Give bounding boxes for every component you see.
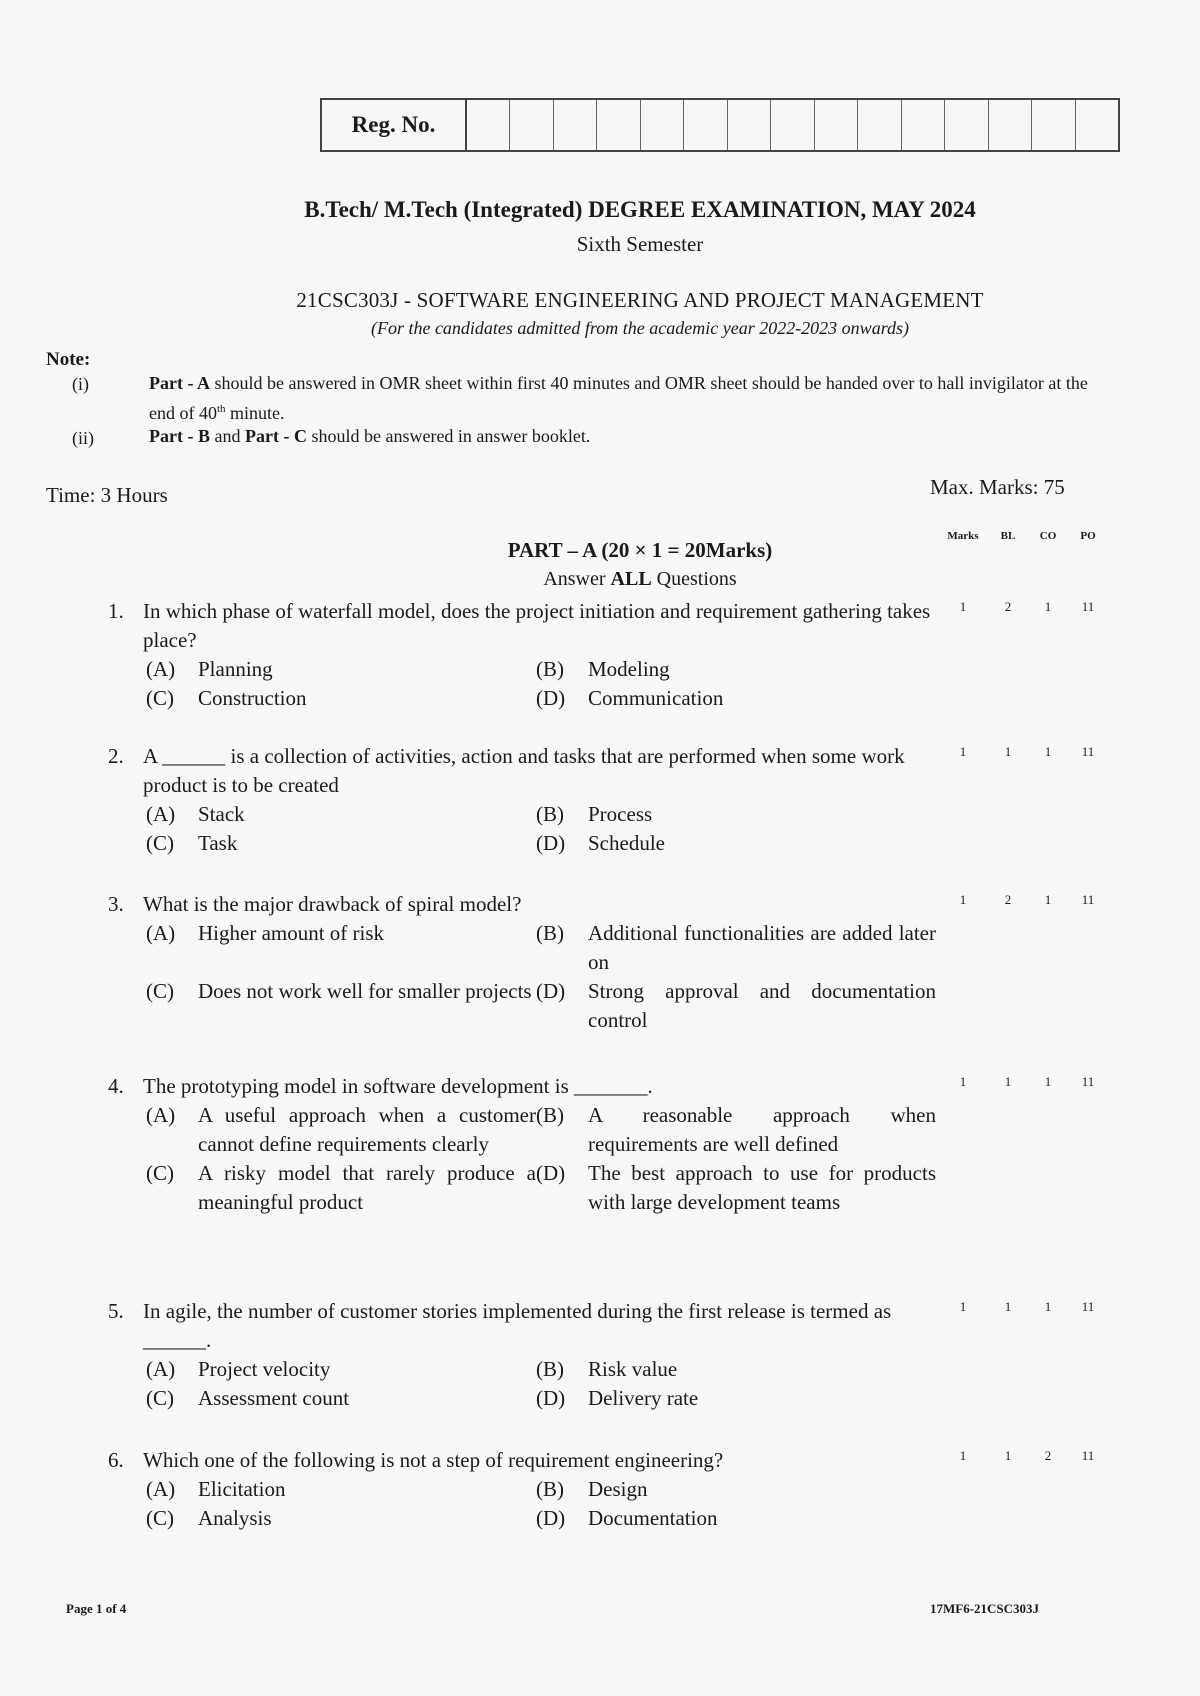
reg-no-box — [320, 98, 1120, 152]
meta-marks: 1 — [959, 744, 967, 759]
question-text: Which one of the following is not a step of requirement engineering? — [143, 1448, 724, 1472]
question-1 — [108, 597, 938, 713]
col-marks: Marks — [947, 530, 979, 542]
meta-marks: 1 — [959, 599, 967, 614]
option-letter: (C) — [146, 831, 174, 855]
option — [146, 977, 536, 1035]
meta-marks: 1 — [959, 1299, 967, 1314]
option-text: Elicitation — [198, 1477, 286, 1501]
reg-no-cell — [1032, 100, 1075, 150]
option — [536, 1355, 936, 1384]
question-text: In agile, the number of customer stories implemented during the first release is termed as ______. — [143, 1299, 892, 1352]
reg-no-cell — [945, 100, 988, 150]
meta-co: 2 — [1044, 1448, 1052, 1463]
option-text: Assessment count — [198, 1386, 350, 1410]
question-text: The prototyping model in software development is _______. — [143, 1074, 653, 1098]
options — [146, 1355, 938, 1413]
question-meta — [938, 1074, 1108, 1090]
note-item-1-tail: minute. — [225, 403, 285, 423]
instr-pre: Answer — [543, 568, 611, 590]
reg-no-cell — [989, 100, 1032, 150]
question-number: 4. — [108, 1074, 124, 1098]
note-item-1-sup: th — [216, 403, 226, 415]
option-letter: (C) — [146, 1161, 174, 1185]
option-letter: (D) — [536, 1506, 566, 1530]
paper-code: 17MF6-21CSC303J — [930, 1601, 1040, 1616]
option — [536, 1475, 936, 1504]
option-letter: (B) — [536, 1477, 564, 1501]
option-text: A reasonable approach when requirements are well defined — [588, 1103, 936, 1156]
option-letter: (A) — [146, 802, 176, 826]
time: Time: 3 Hours — [46, 483, 168, 507]
meta-po: 11 — [1081, 892, 1095, 907]
reg-no-label: Reg. No. — [322, 100, 467, 150]
option — [536, 1384, 936, 1413]
option-text: Schedule — [588, 831, 665, 855]
meta-bl: 1 — [1004, 1074, 1012, 1089]
option-letter: (D) — [536, 979, 566, 1003]
reg-no-cells — [467, 100, 1118, 150]
option-text: Higher amount of risk — [198, 921, 385, 945]
col-co: CO — [1039, 530, 1057, 542]
option-text: Task — [198, 831, 238, 855]
meta-co: 1 — [1044, 744, 1052, 759]
meta-marks: 1 — [959, 1448, 967, 1463]
option-text: Planning — [198, 657, 273, 681]
option-text: Construction — [198, 686, 307, 710]
note-item-2-text: should be answered in answer booklet. — [306, 426, 591, 446]
question-2 — [108, 742, 938, 858]
option-letter: (A) — [146, 657, 176, 681]
option-letter: (C) — [146, 1506, 174, 1530]
reg-no-cell — [1076, 100, 1118, 150]
options — [146, 919, 938, 1035]
meta-po: 11 — [1081, 1448, 1095, 1463]
question-3 — [108, 890, 938, 1035]
question-meta — [938, 744, 1108, 760]
note-label: Note: — [46, 349, 91, 370]
note-item-2-bold2: Part - C — [244, 426, 307, 446]
option-text: Does not work well for smaller projects — [198, 979, 532, 1003]
meta-co: 1 — [1044, 892, 1052, 907]
option — [146, 684, 536, 713]
exam-title: B.Tech/ M.Tech (Integrated) DEGREE EXAMINATION, MAY 2024 — [304, 197, 976, 222]
option — [146, 1504, 536, 1533]
option-letter: (C) — [146, 979, 174, 1003]
option — [146, 1159, 536, 1217]
reg-no-cell — [510, 100, 553, 150]
option — [536, 919, 936, 977]
option-letter: (C) — [146, 686, 174, 710]
option-text: Stack — [198, 802, 245, 826]
note-item-2 — [149, 423, 1109, 449]
option-text: Modeling — [588, 657, 670, 681]
option — [146, 919, 536, 977]
option — [146, 1475, 536, 1504]
option-text: Communication — [588, 686, 724, 710]
meta-co: 1 — [1044, 599, 1052, 614]
max-marks: Max. Marks: 75 — [930, 475, 1065, 499]
question-text: In which phase of waterfall model, does the project initiation and requirement gathering takes place? — [143, 599, 931, 652]
reg-no-cell — [771, 100, 814, 150]
question-meta — [938, 599, 1108, 615]
reg-no-cell — [728, 100, 771, 150]
option — [536, 1504, 936, 1533]
note-item-1 — [149, 370, 1109, 426]
course-title: 21CSC303J - SOFTWARE ENGINEERING AND PROJECT MANAGEMENT — [296, 288, 984, 312]
option-letter: (A) — [146, 921, 176, 945]
part-a-title: PART – A (20 × 1 = 20Marks) — [507, 538, 773, 562]
question-text: A ______ is a collection of activities, action and tasks that are performed when some work product is to be created — [143, 744, 905, 797]
option-letter: (A) — [146, 1103, 176, 1127]
option — [146, 1355, 536, 1384]
options — [146, 800, 938, 858]
note-num-1: (i) — [72, 374, 89, 394]
option-letter: (B) — [536, 921, 564, 945]
option-text: A risky model that rarely produce a meaningful product — [198, 1161, 536, 1214]
col-bl: BL — [1000, 530, 1016, 542]
option-text: Design — [588, 1477, 648, 1501]
reg-no-cell — [641, 100, 684, 150]
question-meta — [938, 1299, 1108, 1315]
reg-no-cell — [902, 100, 945, 150]
meta-marks: 1 — [959, 892, 967, 907]
meta-co: 1 — [1044, 1299, 1052, 1314]
option — [146, 800, 536, 829]
instr-post: Questions — [651, 568, 737, 590]
option — [536, 1101, 936, 1159]
question-number: 1. — [108, 599, 124, 623]
option-text: The best approach to use for products with large development teams — [588, 1161, 936, 1214]
part-a-instruction — [40, 568, 1200, 591]
question-5 — [108, 1297, 938, 1413]
option-text: Documentation — [588, 1506, 718, 1530]
option — [146, 1384, 536, 1413]
option-letter: (D) — [536, 1386, 566, 1410]
option-text: Project velocity — [198, 1357, 331, 1381]
semester: Sixth Semester — [576, 232, 704, 256]
reg-no-cell — [684, 100, 727, 150]
question-meta — [938, 892, 1108, 908]
question-number: 6. — [108, 1448, 124, 1472]
note-item-1-text: should be answered in OMR sheet within first 40 minutes and OMR sheet should be handed over to hall invigilator at the end of 40 — [149, 373, 1088, 423]
question-meta — [938, 1448, 1108, 1464]
option — [146, 1101, 536, 1159]
reg-no-cell — [815, 100, 858, 150]
question-number: 2. — [108, 744, 124, 768]
note-item-1-bold: Part - A — [149, 373, 210, 393]
meta-po: 11 — [1081, 744, 1095, 759]
option-letter: (B) — [536, 802, 564, 826]
instr-bold: ALL — [610, 568, 652, 590]
reg-no-cell — [858, 100, 901, 150]
option-text: Delivery rate — [588, 1386, 699, 1410]
question-text: What is the major drawback of spiral model? — [143, 892, 522, 916]
option — [536, 977, 936, 1035]
option-letter: (B) — [536, 1357, 564, 1381]
option-text: Analysis — [198, 1506, 272, 1530]
question-number: 5. — [108, 1299, 124, 1323]
question-number: 3. — [108, 892, 124, 916]
option-text: Additional functionalities are added later on — [588, 921, 936, 974]
option-letter: (D) — [536, 1161, 566, 1185]
meta-bl: 2 — [1004, 892, 1012, 907]
meta-co: 1 — [1044, 1074, 1052, 1089]
option-letter: (B) — [536, 657, 564, 681]
reg-no-cell — [554, 100, 597, 150]
option — [536, 655, 936, 684]
meta-po: 11 — [1081, 1299, 1095, 1314]
option-letter: (D) — [536, 831, 566, 855]
meta-bl: 1 — [1004, 1448, 1012, 1463]
note-item-2-bold: Part - B — [149, 426, 210, 446]
meta-po: 11 — [1081, 599, 1095, 614]
meta-bl: 2 — [1004, 599, 1012, 614]
option — [536, 1159, 936, 1217]
question-6 — [108, 1446, 938, 1533]
option-letter: (B) — [536, 1103, 564, 1127]
col-po: PO — [1080, 530, 1096, 542]
option-letter: (A) — [146, 1477, 176, 1501]
option-text: Risk value — [588, 1357, 678, 1381]
option-letter: (D) — [536, 686, 566, 710]
note-item-2-mid: and — [209, 426, 245, 446]
options — [146, 1475, 938, 1533]
meta-bl: 1 — [1004, 1299, 1012, 1314]
option-text: Process — [588, 802, 653, 826]
meta-bl: 1 — [1004, 744, 1012, 759]
reg-no-cell — [467, 100, 510, 150]
meta-marks: 1 — [959, 1074, 967, 1089]
reg-no-cell — [597, 100, 640, 150]
option — [146, 655, 536, 684]
option — [536, 800, 936, 829]
meta-po: 11 — [1081, 1074, 1095, 1089]
option — [536, 829, 936, 858]
option-letter: (C) — [146, 1386, 174, 1410]
note-num-2: (ii) — [72, 428, 94, 448]
question-4 — [108, 1072, 938, 1217]
option — [146, 829, 536, 858]
course-note: (For the candidates admitted from the academic year 2022-2023 onwards) — [370, 318, 910, 338]
option-text: Strong approval and documentation control — [588, 979, 936, 1032]
options — [146, 655, 938, 713]
page-number: Page 1 of 4 — [66, 1601, 127, 1616]
option-text: A useful approach when a customer cannot define requirements clearly — [198, 1103, 536, 1156]
options — [146, 1101, 938, 1217]
option-letter: (A) — [146, 1357, 176, 1381]
option — [536, 684, 936, 713]
